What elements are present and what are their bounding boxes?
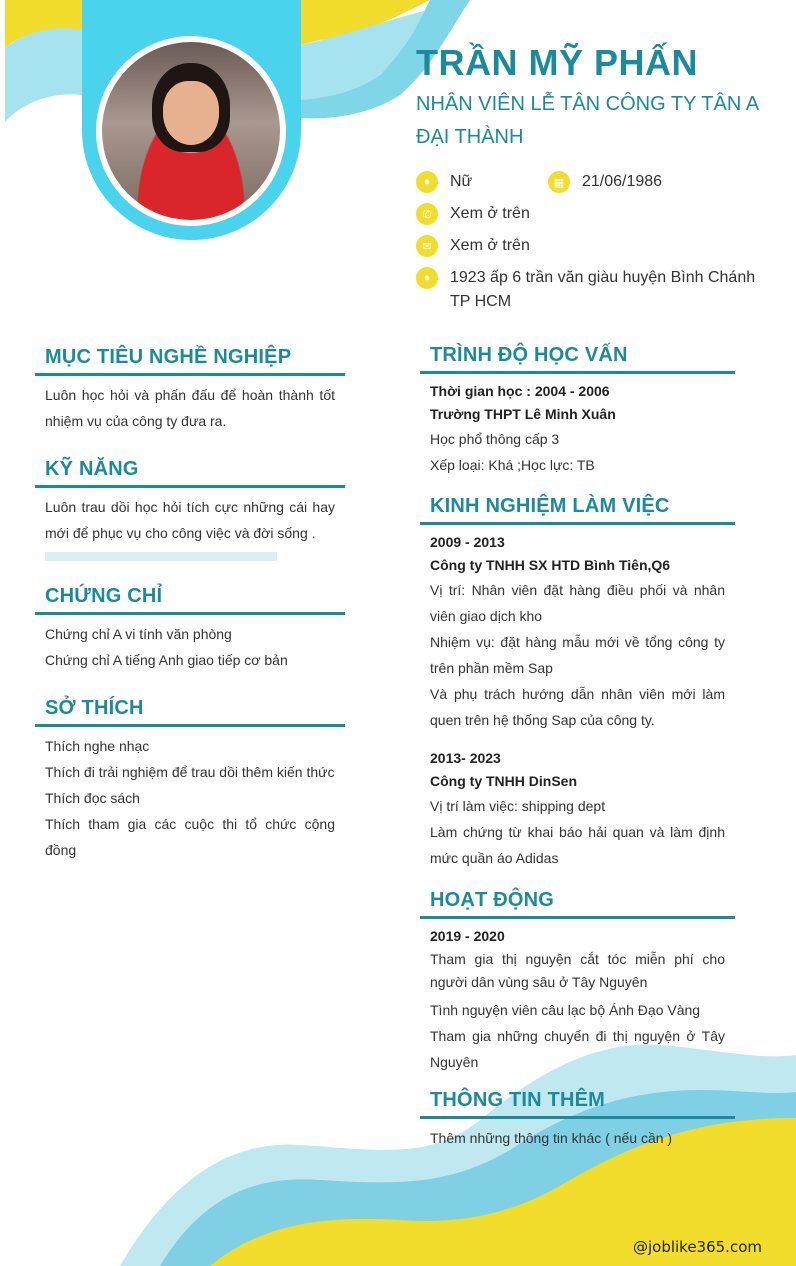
job-company: Công ty TNHH DinSen	[430, 773, 577, 789]
phone-icon: ✆	[416, 203, 438, 225]
email-value: Xem ở trên	[450, 237, 530, 254]
activity-item: Tham gia thị nguyện cắt tóc miễn phí cho người dân vùng sâu ở Tây Nguyên	[430, 951, 725, 990]
certificates-section	[35, 585, 345, 673]
location-icon: ●	[416, 267, 438, 289]
hobby-item: Thích đọc sách	[45, 790, 140, 806]
email-info	[416, 234, 530, 258]
hobby-item: Thích tham gia các cuộc thi tổ chức cộng đồng	[45, 816, 335, 858]
birthdate-value: 21/06/1986	[582, 173, 663, 190]
skills-heading: KỸ NĂNG	[35, 458, 345, 488]
objective-section	[35, 346, 345, 434]
gender-value: Nữ	[450, 173, 473, 190]
calendar-icon: ▦	[548, 171, 570, 193]
job-detail: Vị trí làm việc: shipping dept	[430, 798, 606, 814]
certificate-item: Chứng chỉ A vi tính văn phòng	[45, 626, 232, 642]
certificates-heading: CHỨNG CHỈ	[35, 585, 345, 615]
extra-text: Thêm những thông tin khác ( nếu cần )	[430, 1130, 673, 1146]
activity-item: Tình nguyện viên câu lạc bộ Ánh Đạo Vàng	[430, 1002, 701, 1018]
hobby-item: Thích đi trải nghiệm để trau dồi thêm kiến thức	[45, 764, 335, 780]
job-detail: Làm chứng từ khai báo hải quan và làm định mức quần áo Adidas	[430, 824, 725, 866]
education-school: Trường THPT Lê Minh Xuân	[430, 406, 616, 422]
activities-period: 2019 - 2020	[430, 928, 505, 944]
certificate-item: Chứng chỉ A tiếng Anh giao tiếp cơ bản	[45, 652, 288, 668]
skills-text: Luôn trau dồi học hỏi tích cực những cái hay mới để phục vụ cho công việc và đời sống .	[45, 499, 335, 541]
candidate-name: TRẦN MỸ PHẤN	[416, 42, 698, 83]
job-title: NHÂN VIÊN LỄ TÂN CÔNG TY TÂN A ĐẠI THÀNH	[416, 93, 758, 148]
user-icon: ●	[416, 171, 438, 193]
job-period: 2013- 2023	[430, 750, 501, 766]
education-heading: TRÌNH ĐỘ HỌC VẤN	[420, 344, 735, 374]
extra-section	[420, 1089, 735, 1151]
extra-heading: THÔNG TIN THÊM	[420, 1089, 735, 1119]
email-icon: ✉	[416, 235, 438, 257]
address-info	[416, 266, 761, 314]
education-section	[420, 344, 735, 478]
watermark: @joblike365.com	[632, 1238, 762, 1256]
activities-heading: HOẠT ĐỘNG	[420, 889, 735, 919]
education-period: Thời gian học : 2004 - 2006	[430, 383, 610, 399]
objective-text: Luôn học hỏi và phấn đấu để hoàn thành tốt nhiệm vụ của công ty đưa ra.	[45, 387, 335, 429]
hobbies-section	[35, 697, 345, 863]
birthdate-info	[548, 170, 662, 194]
education-detail: Xếp loại: Khá ;Học lực: TB	[430, 457, 595, 473]
profile-photo	[96, 36, 286, 226]
skills-section	[35, 458, 345, 561]
skill-level-bar	[45, 552, 277, 561]
job-company: Công ty TNHH SX HTD Bình Tiên,Q6	[430, 557, 671, 573]
job-period: 2009 - 2013	[430, 534, 505, 550]
education-detail: Học phổ thông cấp 3	[430, 431, 560, 447]
activities-section	[420, 889, 735, 1075]
objective-heading: MỤC TIÊU NGHỀ NGHIỆP	[35, 346, 345, 376]
experience-heading: KINH NGHIỆM LÀM VIỆC	[420, 495, 735, 525]
phone-info	[416, 202, 530, 226]
hobbies-heading: SỞ THÍCH	[35, 697, 345, 727]
job-detail: Và phụ trách hướng dẫn nhân viên mới làm quen trên hệ thống Sap của công ty.	[430, 686, 725, 728]
experience-section	[420, 495, 735, 871]
job-detail: Nhiệm vụ: đặt hàng mẫu mới về tổng công ty trên phần mềm Sap	[430, 634, 725, 676]
job-detail: Vị trí: Nhân viên đặt hàng điều phối và nhân viên giao dịch kho	[430, 582, 725, 624]
activity-item: Tham gia những chuyến đi thị nguyện ở Tây Nguyên	[430, 1028, 725, 1070]
hobby-item: Thích nghe nhạc	[45, 738, 150, 754]
phone-value: Xem ở trên	[450, 205, 530, 222]
address-value: 1923 ấp 6 trần văn giàu huyện Bình Chánh TP HCM	[450, 269, 756, 310]
gender-info	[416, 170, 472, 194]
